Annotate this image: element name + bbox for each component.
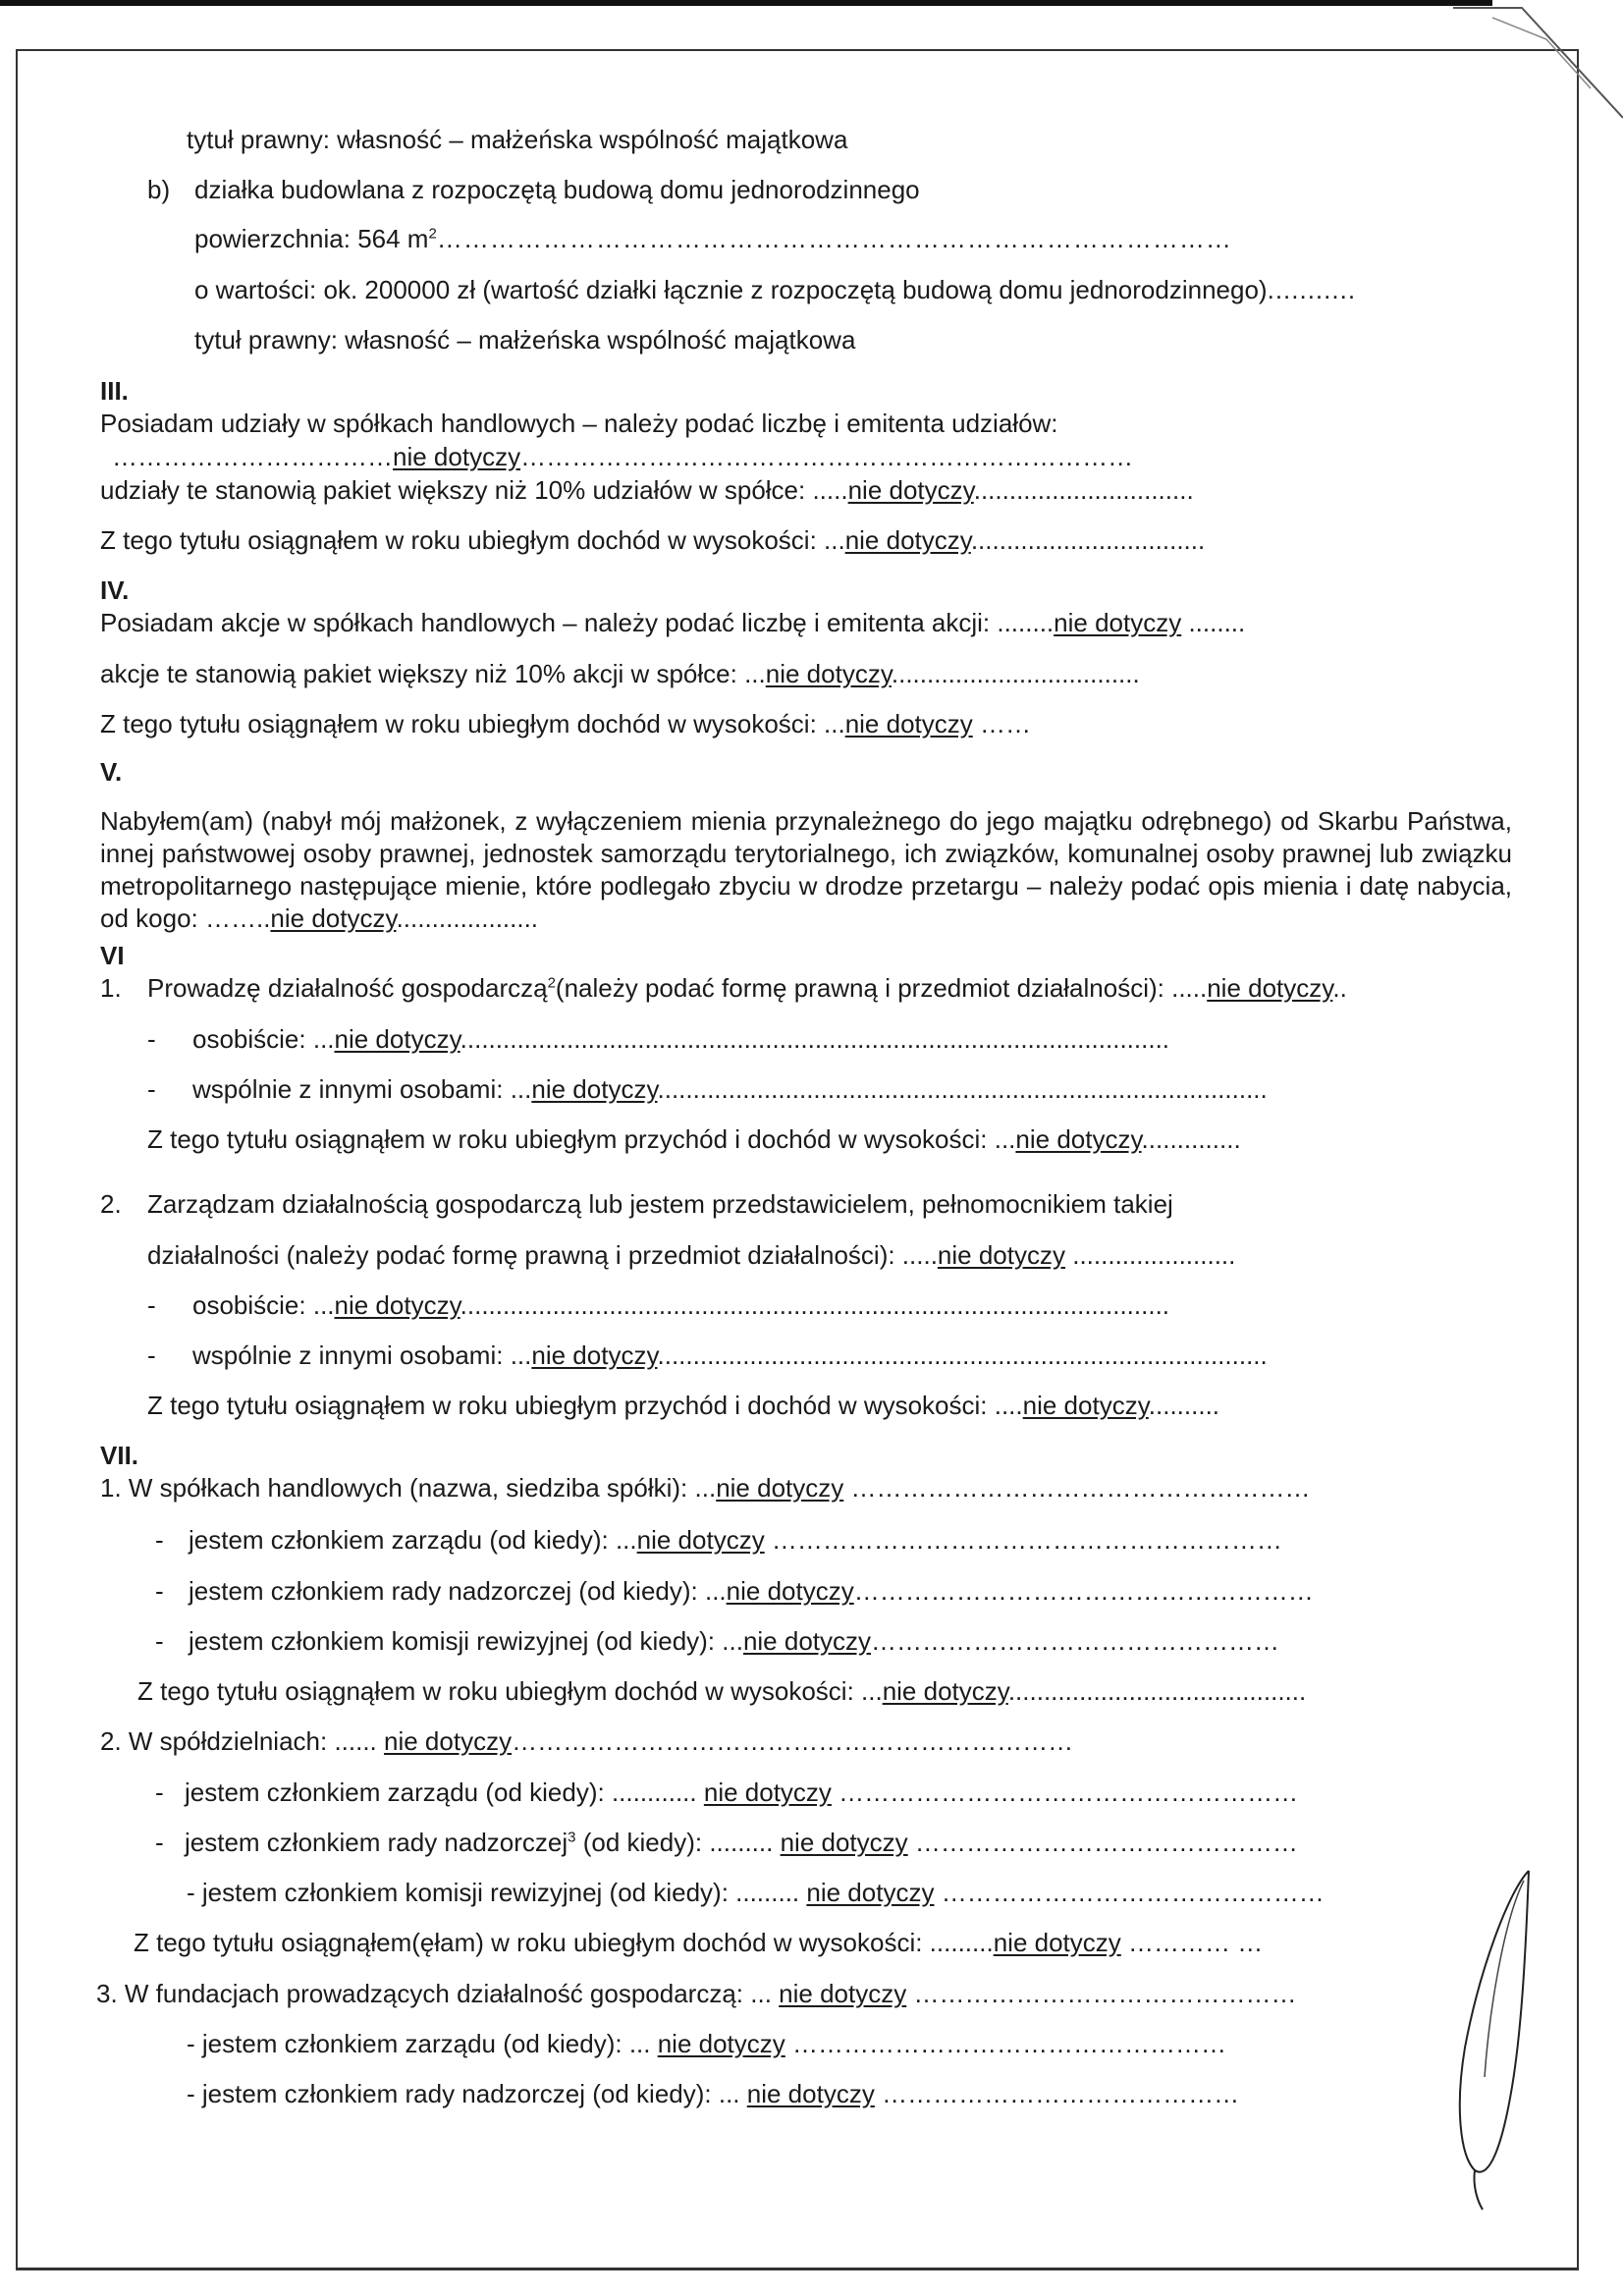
handwritten-initials: [1435, 1861, 1543, 2214]
cooperatives-audit: - jestem członkiem komisji rewizyjnej (od kiedy): ......... nie dotyczy ………………………………………: [187, 1878, 1325, 1907]
shares-answer: ……………………………nie dotyczy………………………………………………………………: [112, 442, 1134, 471]
dash: -: [155, 1828, 164, 1857]
section-iv-heading: IV.: [100, 575, 130, 605]
foundations-item: 3. W fundacjach prowadzących działalność gospodarczą: ... nie dotyczy ………………………………………: [96, 1979, 1297, 2008]
section-iii-heading: III.: [100, 376, 129, 406]
section-vii-heading: VII.: [100, 1441, 139, 1470]
companies-income: Z tego tytułu osiągnąłem w roku ubiegłym dochód w wysokości: ...nie dotyczy..........................................: [137, 1676, 1307, 1706]
foundations-board: - jestem członkiem zarządu (od kiedy): ... nie dotyczy ……………………………………………: [187, 2029, 1227, 2058]
folded-corner: [1453, 0, 1623, 157]
dash: -: [155, 1576, 164, 1606]
management-joint: wspólnie z innymi osobami: ...nie dotyczy......................................................................................: [192, 1340, 1268, 1370]
stocks-10pct: akcje te stanowią pakiet większy niż 10% akcji w spółce: ...nie dotyczy...................................: [100, 659, 1140, 688]
shares-income: Z tego tytułu osiągnąłem w roku ubiegłym dochód w wysokości: ...nie dotyczy.................................: [100, 525, 1206, 555]
shares-10pct: udziały te stanowią pakiet większy niż 10% udziałów w spółce: .....nie dotyczy...............................: [100, 475, 1194, 505]
management-personal: osobiście: ...nie dotyczy....................................................................................................: [192, 1290, 1170, 1320]
dash: -: [155, 1525, 164, 1555]
business-item-2-cont: działalności (należy podać formę prawną i przedmiot działalności): .....nie dotyczy .......................: [147, 1240, 1236, 1270]
dash: -: [155, 1777, 164, 1807]
management-income: Z tego tytułu osiągnąłem w roku ubiegłym przychód i dochód w wysokości: ....nie dotyczy..........: [147, 1391, 1220, 1420]
cooperatives-item: 2. W spółdzielniach: ...... nie dotyczy…………………………………………………………: [100, 1726, 1074, 1756]
business-joint: wspólnie z innymi osobami: ...nie dotyczy......................................................................................: [192, 1074, 1268, 1104]
business-item-2-number: 2.: [100, 1189, 122, 1219]
cooperatives-supervisory: jestem członkiem rady nadzorczej$^3$ (od kiedy): ......... nie dotyczy ………………………………………: [185, 1828, 1298, 1857]
companies-supervisory: jestem członkiem rady nadzorczej (od kiedy): ...nie dotyczy………………………………………………: [189, 1576, 1314, 1606]
business-item-1: Prowadzę działalność gospodarczą$^2$(należy podać formę prawną i przedmiot działalności): .....nie dotyczy..: [147, 973, 1347, 1003]
business-item-1-number: 1.: [100, 973, 122, 1003]
dash: -: [147, 1074, 156, 1104]
business-personal: osobiście: ...nie dotyczy....................................................................................................: [192, 1024, 1170, 1054]
stocks-income: Z tego tytułu osiągnąłem w roku ubiegłym dochód w wysokości: ...nie dotyczy ……: [100, 709, 1031, 738]
dash: -: [147, 1340, 156, 1370]
shares-question: Posiadam udziały w spółkach handlowych – należy podać liczbę i emitenta udziałów:: [100, 409, 1058, 438]
business-item-2: Zarządzam działalnością gospodarczą lub jestem przedstawicielem, pełnomocnikiem takiej: [147, 1189, 1173, 1219]
section-v-heading: V.: [100, 757, 123, 787]
item-b-text: działka budowlana z rozpoczętą budową domu jednorodzinnego: [194, 175, 920, 204]
business-income: Z tego tytułu osiągnąłem w roku ubiegłym przychód i dochód w wysokości: ...nie dotyczy..............: [147, 1124, 1241, 1154]
foundations-supervisory: - jestem członkiem rady nadzorczej (od kiedy): ... nie dotyczy ……………………………………: [187, 2079, 1240, 2108]
acquisition-paragraph: Nabyłem(am) (nabył mój małżonek, z wyłączeniem mienia przynależnego do jego majątku odrębnego) od Skarbu Państwa, innej państwowej osoby prawnej, jednostek samorządu terytorialnego, ich związków, komunalnej osoby prawnej lub związku metropolitarnego następujące mienie, które podlegało zbyciu w drodze przetargu – należy podać opis mienia i datę nabycia, od kogo: ……..nie dotyczy....................: [100, 806, 1512, 933]
value-line: o wartości: ok. 200000 zł (wartość działki łącznie z rozpoczętą budową domu jednorodzinnego)...........: [194, 275, 1357, 304]
companies-item: 1. W spółkach handlowych (nazwa, siedziba spółki): ...nie dotyczy ………………………………………………: [100, 1473, 1311, 1503]
item-b-marker: b): [147, 175, 171, 204]
dash: -: [147, 1290, 156, 1320]
dash: -: [155, 1626, 164, 1656]
title-line-1: tytuł prawny: własność – małżeńska wspólność majątkowa: [187, 125, 848, 154]
companies-audit: jestem członkiem komisji rewizyjnej (od kiedy): ...nie dotyczy…………………………………………: [189, 1626, 1280, 1656]
dash: -: [147, 1024, 156, 1054]
stocks-question: Posiadam akcje w spółkach handlowych – należy podać liczbę i emitenta akcji: ........nie dotyczy ........: [100, 608, 1246, 637]
scan-top-edge: [0, 0, 1492, 6]
cooperatives-board: jestem członkiem zarządu (od kiedy): ............ nie dotyczy ………………………………………………: [185, 1777, 1299, 1807]
area-line: powierzchnia: 564 $m^2\dots\dots\dots\dots\dots\dots\dots\dots\dots\dots\dots\dots\dots\dots\dots\dots\dots\dots\dots\dots\dots\dots\dots\dots\dots\dots\dots\dots\dots\dots$: [194, 224, 1232, 253]
section-vi-heading: VI: [100, 941, 125, 970]
companies-board: jestem członkiem zarządu (od kiedy): ...nie dotyczy ……………………………………………………: [189, 1525, 1282, 1555]
title-line-2: tytuł prawny: własność – małżeńska wspólność majątkowa: [194, 325, 856, 355]
cooperatives-income: Z tego tytułu osiągnąłem(ęłam) w roku ubiegłym dochód w wysokości: .........nie dotyczy ………… …: [134, 1928, 1264, 1957]
